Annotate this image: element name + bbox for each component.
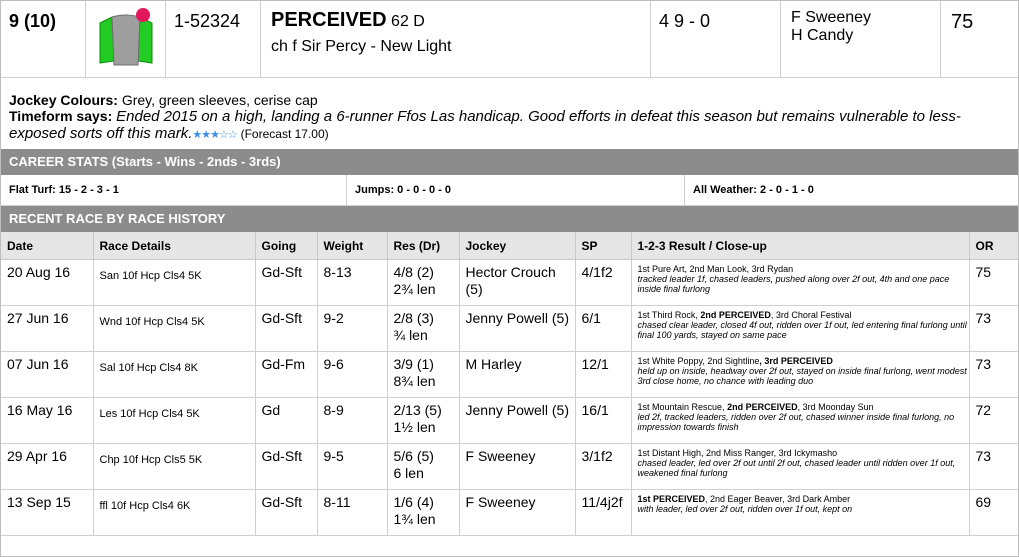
- race-sp: 6/1: [575, 306, 631, 352]
- timeform-comment: Ended 2015 on a high, landing a 6-runner Ffos Las handicap. Good efforts in defeat this season but remains vulnerable to less-exposed sorts off this mark.: [9, 108, 961, 142]
- race-date: 29 Apr 16: [1, 444, 93, 490]
- official-rating: 75: [951, 11, 974, 33]
- race-weight: 8-13: [317, 260, 387, 306]
- result-position: 4/8 (2): [393, 264, 434, 280]
- race-close-up: [631, 398, 969, 444]
- runner-number: 9 (10): [1, 1, 86, 77]
- race-sp: 12/1: [575, 352, 631, 398]
- race-or: 69: [969, 490, 1018, 536]
- jockey-silk-icon: [86, 1, 166, 77]
- star-rating-icon: ★★★☆☆: [192, 129, 237, 141]
- close-up-comment: with leader, led over 2f out, ridden over 1f out, kept on: [637, 504, 853, 514]
- result-distance: ¾ len: [393, 327, 428, 343]
- race-going: Gd: [255, 398, 317, 444]
- race-going: Gd-Sft: [255, 306, 317, 352]
- horse-name[interactable]: PERCEIVED: [271, 9, 387, 31]
- race-close-up: [631, 352, 969, 398]
- table-header-row: [1, 232, 1018, 260]
- placings: [638, 402, 969, 412]
- breeding: ch f Sir Percy - New Light: [271, 38, 452, 55]
- table-row[interactable]: [1, 398, 1018, 444]
- runner-info: [1, 78, 1018, 149]
- race-or: 75: [969, 260, 1018, 306]
- table-row[interactable]: [1, 444, 1018, 490]
- placings-part1: 1st Distant High, 2nd Miss Ranger, 3rd Ickymasho: [637, 448, 838, 458]
- table-row[interactable]: [1, 306, 1018, 352]
- race-weight: 9-6: [317, 352, 387, 398]
- race-history-rows: [1, 260, 1018, 536]
- placings: [638, 356, 969, 366]
- race-result: [387, 352, 459, 398]
- colours-value: Grey, green sleeves, cerise cap: [121, 92, 318, 108]
- race-jockey[interactable]: F Sweeney: [459, 444, 575, 490]
- race-jockey[interactable]: F Sweeney: [459, 490, 575, 536]
- race-close-up: [631, 306, 969, 352]
- race-weight: 9-2: [317, 306, 387, 352]
- career-stats-header: CAREER STATS (Starts - Wins - 2nds - 3rds): [1, 149, 1018, 175]
- stat-jumps: Jumps: 0 - 0 - 0 - 0: [347, 175, 685, 205]
- race-history-table: [1, 232, 1018, 536]
- col-or[interactable]: OR: [969, 232, 1018, 260]
- placings: [638, 264, 969, 274]
- race-jockey[interactable]: Jenny Powell (5): [459, 306, 575, 352]
- race-details[interactable]: Sal 10f Hcp Cls4 8K: [93, 352, 255, 398]
- race-sp: 11/4j2f: [575, 490, 631, 536]
- result-distance: 1¾ len: [393, 511, 436, 527]
- race-weight: 8-9: [317, 398, 387, 444]
- race-going: Gd-Fm: [255, 352, 317, 398]
- race-details[interactable]: ffl 10f Hcp Cls4 6K: [93, 490, 255, 536]
- race-or: 73: [969, 352, 1018, 398]
- close-up-comment: chased leader, led over 2f out until 2f out, chased leader until ridden over 1f out, weakened final furlong: [637, 458, 956, 478]
- col-going[interactable]: Going: [255, 232, 317, 260]
- col-jockey[interactable]: Jockey: [459, 232, 575, 260]
- race-result: [387, 490, 459, 536]
- race-going: Gd-Sft: [255, 260, 317, 306]
- placings: [638, 310, 969, 320]
- race-close-up: [631, 444, 969, 490]
- race-date: 27 Jun 16: [1, 306, 93, 352]
- placings-part2: , 2nd Eager Beaver, 3rd Dark Amber: [705, 494, 851, 504]
- age-rating: 62 D: [391, 13, 425, 30]
- race-result: [387, 444, 459, 490]
- race-sp: 4/1f2: [575, 260, 631, 306]
- placings-part1: 1st White Poppy, 2nd Sightline: [637, 356, 760, 366]
- race-date: 16 May 16: [1, 398, 93, 444]
- race-date: 13 Sep 15: [1, 490, 93, 536]
- close-up-comment: held up on inside, headway over 2f out, stayed on inside final furlong, went modest 3rd close home, no chance with leading duo: [637, 366, 967, 386]
- race-date: 07 Jun 16: [1, 352, 93, 398]
- race-close-up: [631, 490, 969, 536]
- race-or: 73: [969, 444, 1018, 490]
- recent-form: 4 9 - 0: [651, 1, 781, 77]
- race-result: [387, 260, 459, 306]
- placings-part2: , 3rd Choral Festival: [770, 310, 852, 320]
- placings: [638, 448, 969, 458]
- race-result: [387, 398, 459, 444]
- result-position: 2/8 (3): [393, 310, 434, 326]
- placings-part1: 1st Pure Art,: [637, 264, 690, 274]
- race-sp: 3/1f2: [575, 444, 631, 490]
- stat-all-weather: All Weather: 2 - 0 - 1 - 0: [693, 184, 814, 196]
- result-distance: 1½ len: [393, 419, 436, 435]
- col-close-up[interactable]: 1-2-3 Result / Close-up: [631, 232, 969, 260]
- result-position: 2/13 (5): [393, 402, 442, 418]
- jockey-name[interactable]: F Sweeney: [791, 9, 872, 26]
- timeform-label: Timeform says:: [9, 108, 113, 124]
- colours-label: Jockey Colours:: [9, 92, 118, 108]
- race-or: 73: [969, 306, 1018, 352]
- result-distance: 6 len: [393, 465, 424, 481]
- race-details[interactable]: Wnd 10f Hcp Cls4 5K: [93, 306, 255, 352]
- placings-highlight: 2nd PERCEIVED: [727, 402, 798, 412]
- horse-details: [261, 1, 651, 77]
- table-row[interactable]: [1, 352, 1018, 398]
- race-details[interactable]: Chp 10f Hcp Cls5 5K: [93, 444, 255, 490]
- form-id: 1-52324: [166, 1, 261, 77]
- result-position: 3/9 (1): [393, 356, 434, 372]
- runner-header: [1, 1, 1018, 78]
- race-going: Gd-Sft: [255, 490, 317, 536]
- col-race-details[interactable]: Race Details: [93, 232, 255, 260]
- trainer-name[interactable]: H Candy: [791, 27, 854, 44]
- race-details[interactable]: San 10f Hcp Cls4 5K: [93, 260, 255, 306]
- career-stats: [1, 175, 1018, 206]
- race-weight: 9-5: [317, 444, 387, 490]
- placings-highlight: 2nd PERCEIVED: [700, 310, 771, 320]
- result-distance: 2¾ len: [393, 281, 436, 297]
- placings-part1: 1st Third Rock,: [637, 310, 701, 320]
- col-result[interactable]: Res (Dr): [387, 232, 459, 260]
- placings-highlight: , 3rd PERCEIVED: [759, 356, 833, 366]
- result-position: 5/6 (5): [393, 448, 434, 464]
- placings-part2: 2nd Man Look, 3rd Rydan: [689, 264, 794, 274]
- forecast-price: (Forecast 17.00): [240, 127, 329, 141]
- race-result: [387, 306, 459, 352]
- table-row[interactable]: [1, 260, 1018, 306]
- race-close-up: [631, 260, 969, 306]
- race-jockey[interactable]: Hector Crouch (5): [459, 260, 575, 306]
- close-up-comment: chased clear leader, closed 4f out, ridden over 1f out, led entering final furlong until final 100 yards, stayed on same pace: [637, 320, 967, 340]
- col-sp[interactable]: SP: [575, 232, 631, 260]
- placings: [638, 494, 969, 504]
- race-going: Gd-Sft: [255, 444, 317, 490]
- race-jockey[interactable]: M Harley: [459, 352, 575, 398]
- connections: [781, 1, 941, 77]
- col-weight[interactable]: Weight: [317, 232, 387, 260]
- table-row[interactable]: [1, 490, 1018, 536]
- placings-highlight: 1st PERCEIVED: [637, 494, 706, 504]
- race-weight: 8-11: [317, 490, 387, 536]
- race-or: 72: [969, 398, 1018, 444]
- result-distance: 8¾ len: [393, 373, 436, 389]
- race-history-header: RECENT RACE BY RACE HISTORY: [1, 206, 1018, 232]
- race-date: 20 Aug 16: [1, 260, 93, 306]
- race-sp: 16/1: [575, 398, 631, 444]
- silk-icon: [86, 1, 166, 77]
- close-up-comment: tracked leader 1f, chased leaders, pushed along over 2f out, 4th and one pace inside final furlong: [637, 274, 950, 294]
- close-up-comment: led 2f, tracked leaders, ridden over 2f out, chased winner inside final furlong, no impression towards finish: [637, 412, 955, 432]
- result-position: 1/6 (4): [393, 494, 434, 510]
- race-details[interactable]: Les 10f Hcp Cls4 5K: [93, 398, 255, 444]
- placings-part2: , 3rd Moonday Sun: [797, 402, 874, 412]
- placings-part1: 1st Mountain Rescue,: [637, 402, 728, 412]
- col-date[interactable]: Date: [1, 232, 93, 260]
- stat-flat-turf: Flat Turf: 15 - 2 - 3 - 1: [1, 175, 347, 205]
- race-jockey[interactable]: Jenny Powell (5): [459, 398, 575, 444]
